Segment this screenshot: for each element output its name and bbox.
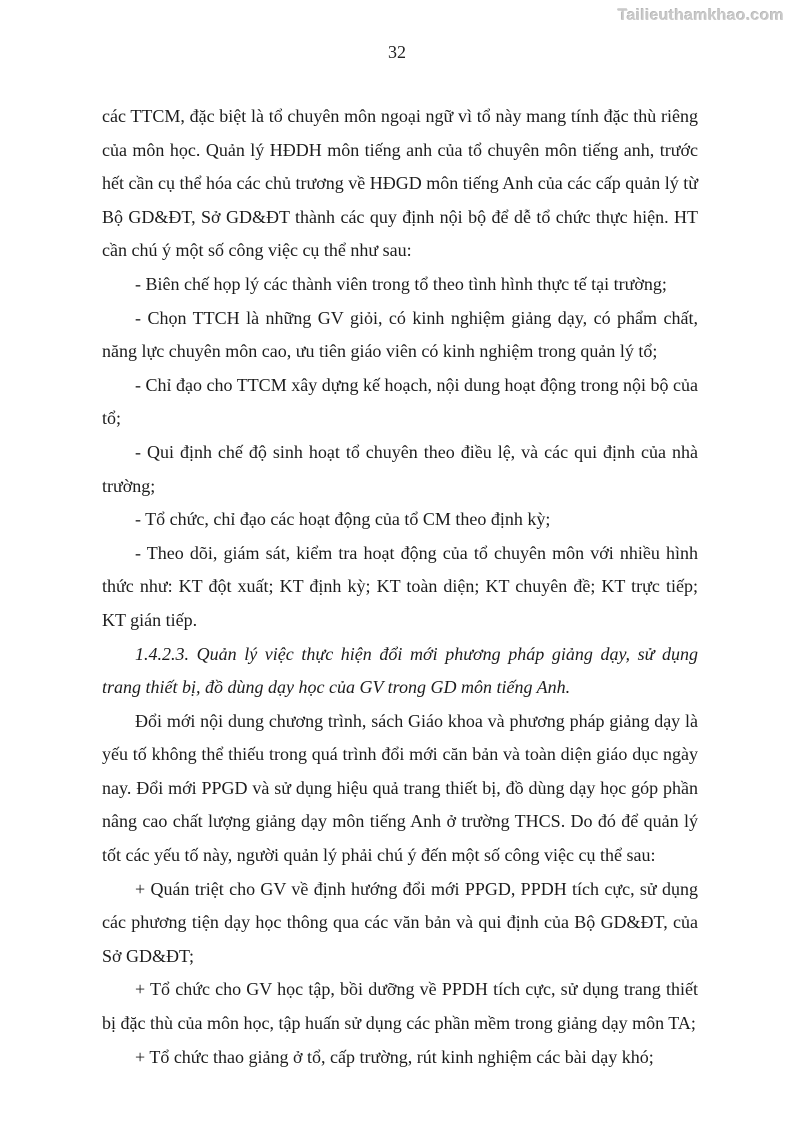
page-number: 32: [388, 42, 406, 62]
list-item-dash: - Qui định chế độ sinh hoạt tổ chuyên theo điều lệ, và các qui định của nhà trường;: [102, 441, 698, 496]
list-item-dash: - Chọn TTCH là những GV giỏi, có kinh nghiệm giảng dạy, có phẩm chất, năng lực chuyên môn cao, ưu tiên giáo viên có kinh nghiệm trong quản lý tổ;: [102, 307, 698, 362]
site-watermark: Tailieuthamkhao.com: [617, 7, 784, 24]
paragraph-body: Đổi mới nội dung chương trình, sách Giáo khoa và phương pháp giảng dạy là yếu tố không thể thiếu trong quá trình đổi mới căn bản và toàn diện giáo dục ngày nay. Đổi mới PPGD và sử dụng hiệu quả trang thiết bị, đồ dùng dạy học góp phần nâng cao chất lượng giảng dạy môn tiếng Anh ở trường THCS. Do đó để quản lý tốt các yếu tố này, người quản lý phải chú ý đến một số công việc cụ thể sau:: [102, 710, 698, 866]
list-item-dash: - Tổ chức, chỉ đạo các hoạt động của tổ CM theo định kỳ;: [135, 509, 551, 530]
section-heading: 1.4.2.3. Quản lý việc thực hiện đổi mới phương pháp giảng dạy, sử dụng trang thiết bị, đồ dùng dạy học của GV trong GD môn tiếng Anh.: [102, 643, 698, 698]
document-body: [102, 100, 698, 1074]
paragraph-continuation: các TTCM, đặc biệt là tổ chuyên môn ngoại ngữ vì tổ này mang tính đặc thù riêng của môn học. Quản lý HĐDH môn tiếng anh của tổ chuyên môn tiếng anh, trước hết cần cụ thể hóa các chủ trương về HĐGD môn tiếng Anh của các cấp quản lý từ Bộ GD&ĐT, Sở GD&ĐT thành các quy định nội bộ để dễ tổ chức thực hiện. HT cần chú ý một số công việc cụ thể như sau:: [102, 106, 698, 261]
list-item-plus: + Tổ chức thao giảng ở tổ, cấp trường, rút kinh nghiệm các bài dạy khó;: [135, 1046, 654, 1067]
list-item-dash: - Chỉ đạo cho TTCM xây dựng kế hoạch, nội dung hoạt động trong nội bộ của tổ;: [102, 374, 698, 429]
list-item-dash: - Theo dõi, giám sát, kiểm tra hoạt động của tổ chuyên môn với nhiều hình thức như: KT đột xuất; KT định kỳ; KT toàn diện; KT chuyên đề; KT trực tiếp; KT gián tiếp.: [102, 542, 698, 630]
list-item-dash: - Biên chế họp lý các thành viên trong tổ theo tình hình thực tế tại trường;: [135, 273, 667, 294]
list-item-plus: + Quán triệt cho GV về định hướng đổi mới PPGD, PPDH tích cực, sử dụng các phương tiện dạy học thông qua các văn bản và qui định của Bộ GD&ĐT, của Sở GD&ĐT;: [102, 878, 698, 966]
list-item-plus: + Tổ chức cho GV học tập, bồi dưỡng về PPDH tích cực, sử dụng trang thiết bị đặc thù của môn học, tập huấn sử dụng các phần mềm trong giảng dạy môn TA;: [102, 979, 698, 1034]
